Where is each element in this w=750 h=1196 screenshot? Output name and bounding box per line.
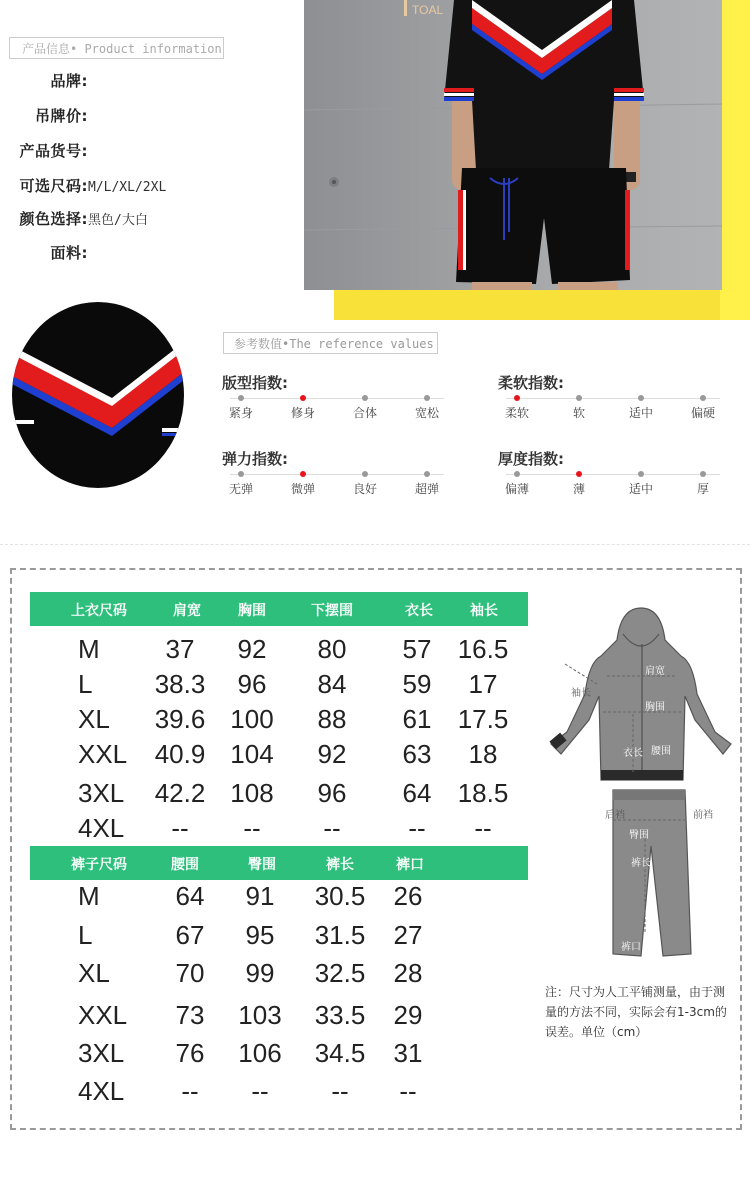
- label-inseam: 裤长: [631, 858, 651, 869]
- metric-tick-label: 薄: [572, 482, 585, 496]
- size-value-cell: 76: [175, 1038, 205, 1068]
- label-length: 衣长: [623, 748, 643, 759]
- size-value-cell: 31: [393, 1038, 423, 1068]
- size-label-cell: L: [78, 669, 93, 699]
- metric-tick-label: 宽松: [414, 406, 439, 420]
- size-table-header: 腰围: [171, 857, 199, 873]
- metric-dot: [576, 395, 582, 401]
- product-info-tag: 产品信息• Product information: [9, 37, 224, 59]
- size-label-cell: M: [78, 634, 100, 664]
- size-value-cell: 73: [175, 1000, 205, 1030]
- metric-title: 厚度指数:: [498, 450, 564, 468]
- size-value-cell: 39.6: [154, 704, 206, 734]
- label-leg-opening: 裤口: [621, 942, 641, 953]
- metric-scale-line: [230, 398, 444, 399]
- size-value-cell: 34.5: [314, 1038, 366, 1068]
- size-value-cell: 42.2: [154, 778, 206, 808]
- size-value-cell: 37: [165, 634, 195, 664]
- size-value-cell: 92: [237, 634, 267, 664]
- product-info-label: 品牌:: [50, 72, 88, 90]
- size-value-cell: 106: [238, 1038, 282, 1068]
- size-label-cell: 4XL: [78, 1076, 125, 1106]
- size-table-header: 袖长: [470, 603, 498, 619]
- model-illustration: [304, 0, 722, 290]
- metric-dot: [238, 395, 244, 401]
- label-sleeve: 袖长: [571, 688, 591, 699]
- metric-dot: [424, 395, 430, 401]
- metric-tick-label: 偏薄: [504, 482, 529, 496]
- size-table-header: 臀围: [248, 857, 276, 873]
- product-info-row: [10, 175, 300, 197]
- metric-tick-label: 适中: [628, 406, 653, 420]
- size-value-cell: 31.5: [314, 920, 366, 950]
- size-value-cell: 64: [402, 778, 432, 808]
- size-value-cell: --: [181, 1076, 199, 1106]
- metric-dot: [424, 471, 430, 477]
- metric-tick-label: 紧身: [228, 406, 253, 420]
- size-value-cell: --: [331, 1076, 349, 1106]
- metric-title: 版型指数:: [222, 374, 288, 392]
- size-value-cell: 16.5: [457, 634, 509, 664]
- size-value-cell: 40.9: [154, 739, 206, 769]
- section-divider: [0, 544, 750, 547]
- size-label-cell: 3XL: [78, 778, 125, 808]
- metric-tick-label: 软: [572, 406, 585, 420]
- metric-tick-label: 超弹: [414, 482, 439, 496]
- measurement-note: 注：尺寸为人工平铺测量，由于测量的方法不同，实际会有1-3cm的误差。单位（cm）: [545, 985, 727, 1039]
- product-info-label: 面料:: [50, 244, 88, 262]
- metric-tick-label: 修身: [290, 406, 315, 420]
- banner-backdrop-edge: [720, 0, 750, 320]
- size-table-header: 裤口: [396, 857, 424, 873]
- product-info-label: 可选尺码:: [19, 177, 88, 195]
- size-value-cell: 91: [245, 881, 275, 911]
- product-info-row: [10, 140, 300, 162]
- size-label-cell: XXL: [78, 739, 128, 769]
- metric-dot: [638, 395, 644, 401]
- size-value-cell: 38.3: [154, 669, 206, 699]
- size-value-cell: 32.5: [314, 958, 366, 988]
- size-value-cell: --: [474, 813, 492, 843]
- fabric-detail-swatch: [12, 302, 184, 488]
- product-info-row: [10, 70, 300, 92]
- size-value-cell: 17.5: [457, 704, 509, 734]
- metric-title: 柔软指数:: [498, 374, 564, 392]
- metric-scale-line: [230, 474, 444, 475]
- label-hem: 腰围: [651, 746, 671, 757]
- size-value-cell: 96: [317, 778, 347, 808]
- product-info-row: [10, 105, 300, 127]
- metric-tick-label: 厚: [696, 482, 709, 496]
- size-table-header: 裤长: [326, 857, 354, 873]
- metric-dot: [238, 471, 244, 477]
- metric-tick-label: 偏硬: [690, 406, 715, 420]
- size-value-cell: 18: [468, 739, 498, 769]
- metric-tick-label: 无弹: [228, 482, 253, 496]
- size-value-cell: 108: [230, 778, 274, 808]
- product-info-label: 产品货号:: [19, 142, 88, 160]
- reference-values-tag: 参考数值•The reference values: [223, 332, 438, 354]
- size-value-cell: 67: [175, 920, 205, 950]
- size-value-cell: 28: [393, 958, 423, 988]
- size-value-cell: 59: [402, 669, 432, 699]
- metric-scale-line: [506, 398, 720, 399]
- size-table-header: 胸围: [238, 603, 266, 619]
- size-table-header: 上衣尺码: [71, 603, 127, 619]
- size-value-cell: 30.5: [314, 881, 366, 911]
- size-table-header: 衣长: [405, 603, 433, 619]
- size-value-cell: --: [251, 1076, 269, 1106]
- label-front-rise: 前裆: [693, 810, 713, 821]
- metric-tick-label: 柔软: [504, 406, 529, 420]
- wall-sign-text: TOAL: [412, 3, 444, 17]
- size-value-cell: 92: [317, 739, 347, 769]
- size-value-cell: 63: [402, 739, 432, 769]
- size-value-cell: 100: [230, 704, 274, 734]
- size-value-cell: 33.5: [314, 1000, 366, 1030]
- size-value-cell: 80: [317, 634, 347, 664]
- metric-dot: [700, 471, 706, 477]
- size-label-cell: L: [78, 920, 93, 950]
- size-value-cell: 96: [237, 669, 267, 699]
- size-label-cell: XL: [78, 958, 110, 988]
- product-info-value: M/L/XL/2XL: [88, 180, 167, 195]
- size-value-cell: --: [408, 813, 426, 843]
- metric-dot: [514, 471, 520, 477]
- metric-tick-label: 微弹: [290, 482, 315, 496]
- size-label-cell: 4XL: [78, 813, 125, 843]
- size-table-header: 裤子尺码: [71, 857, 127, 873]
- size-value-cell: 95: [245, 920, 275, 950]
- size-table-header: 下摆围: [311, 603, 353, 619]
- size-label-cell: M: [78, 881, 100, 911]
- metric-dot: [362, 395, 368, 401]
- size-value-cell: --: [171, 813, 189, 843]
- metric-scale-line: [506, 474, 720, 475]
- size-label-cell: XXL: [78, 1000, 128, 1030]
- metric-dot: [362, 471, 368, 477]
- metric-tick-label: 适中: [628, 482, 653, 496]
- size-table-header: 肩宽: [173, 603, 201, 619]
- size-label-cell: 3XL: [78, 1038, 125, 1068]
- size-value-cell: 70: [175, 958, 205, 988]
- metric-title: 弹力指数:: [222, 450, 288, 468]
- size-value-cell: 57: [402, 634, 432, 664]
- metric-dot-selected: [300, 395, 306, 401]
- label-shoulder: 肩宽: [645, 666, 665, 677]
- product-info-row: [10, 208, 300, 230]
- product-info-label: 吊牌价:: [35, 107, 88, 125]
- metric-tick-label: 合体: [352, 406, 377, 420]
- size-value-cell: 99: [245, 958, 275, 988]
- product-info-row: [10, 242, 300, 264]
- product-info-label: 颜色选择:: [19, 210, 88, 228]
- size-value-cell: --: [399, 1076, 417, 1106]
- size-value-cell: 103: [238, 1000, 282, 1030]
- size-value-cell: 18.5: [457, 778, 509, 808]
- label-hip: 臀围: [629, 830, 649, 841]
- label-chest: 胸围: [645, 702, 665, 713]
- size-value-cell: 64: [175, 881, 205, 911]
- size-value-cell: 27: [393, 920, 423, 950]
- size-value-cell: 84: [317, 669, 347, 699]
- size-value-cell: 29: [393, 1000, 423, 1030]
- product-photo: [304, 0, 722, 290]
- metric-dot: [638, 471, 644, 477]
- size-value-cell: 17: [468, 669, 498, 699]
- size-value-cell: 88: [317, 704, 347, 734]
- metric-dot-selected: [300, 471, 306, 477]
- label-back-rise: 后裆: [605, 810, 625, 821]
- metric-tick-label: 良好: [352, 482, 377, 496]
- metric-dot-selected: [514, 395, 520, 401]
- metric-dot-selected: [576, 471, 582, 477]
- size-value-cell: 104: [230, 739, 274, 769]
- size-value-cell: --: [243, 813, 261, 843]
- size-value-cell: --: [323, 813, 341, 843]
- garment-measurement-diagram: [545, 604, 735, 974]
- size-value-cell: 61: [402, 704, 432, 734]
- size-label-cell: XL: [78, 704, 110, 734]
- size-value-cell: 26: [393, 881, 423, 911]
- product-info-value: 黑色/大白: [88, 213, 148, 228]
- metric-dot: [700, 395, 706, 401]
